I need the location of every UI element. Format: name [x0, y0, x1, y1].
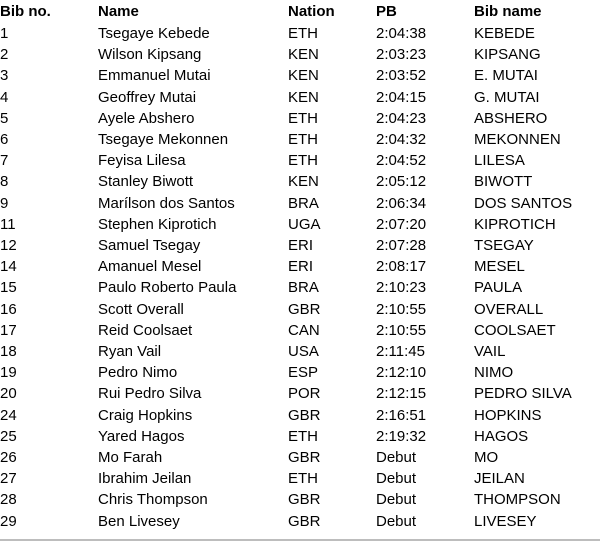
cell-nation: KEN	[288, 173, 319, 191]
cell-nation: GBR	[288, 491, 321, 509]
table-row	[0, 405, 600, 426]
cell-bib: 27	[0, 470, 17, 488]
cell-nation: KEN	[288, 88, 319, 106]
cell-bib-name: JEILAN	[474, 470, 525, 488]
cell-bib: 26	[0, 449, 17, 467]
cell-name: Marílson dos Santos	[98, 194, 235, 212]
cell-nation: USA	[288, 343, 319, 361]
cell-name: Paulo Roberto Paula	[98, 279, 237, 297]
cell-bib: 18	[0, 343, 17, 361]
cell-nation: BRA	[288, 194, 319, 212]
table-row	[0, 362, 600, 383]
cell-bib-name: NIMO	[474, 364, 514, 382]
cell-name: Ben Livesey	[98, 512, 180, 530]
cell-bib-name: PEDRO SILVA	[474, 385, 572, 403]
cell-pb: 2:19:32	[376, 427, 427, 445]
table-row	[0, 299, 600, 320]
cell-bib: 5	[0, 109, 9, 127]
cell-nation: ERI	[288, 237, 314, 255]
cell-name: Reid Coolsaet	[98, 321, 193, 339]
cell-bib: 12	[0, 237, 17, 255]
cell-nation: ERI	[288, 258, 314, 276]
cell-bib-name: ABSHERO	[474, 109, 548, 127]
cell-name: Craig Hopkins	[98, 406, 193, 424]
table-row	[0, 214, 600, 235]
cell-bib-name: MESEL	[474, 258, 525, 276]
cell-bib: 16	[0, 300, 17, 318]
cell-nation: ETH	[288, 109, 318, 127]
cell-pb: 2:08:17	[376, 258, 427, 276]
cell-nation: ESP	[288, 364, 319, 382]
table-row	[0, 447, 600, 468]
cell-nation: POR	[288, 385, 321, 403]
roster-body	[0, 23, 600, 532]
cell-bib-name: MEKONNEN	[474, 131, 561, 149]
cell-name: Geoffrey Mutai	[98, 88, 197, 106]
cell-name: Pedro Nimo	[98, 364, 178, 382]
cell-pb: 2:07:28	[376, 237, 427, 255]
cell-nation: KEN	[288, 46, 319, 64]
table-row	[0, 341, 600, 362]
cell-bib: 28	[0, 491, 17, 509]
cell-name: Ibrahim Jeilan	[98, 470, 192, 488]
table-row	[0, 511, 600, 532]
cell-pb: 2:04:38	[376, 25, 427, 42]
cell-pb: 2:06:34	[376, 194, 427, 212]
header-nation: Nation	[288, 3, 335, 20]
cell-nation: ETH	[288, 131, 318, 149]
cell-nation: ETH	[288, 152, 318, 170]
cell-name: Tsegaye Mekonnen	[98, 131, 229, 149]
cell-name: Emmanuel Mutai	[98, 67, 211, 85]
cell-bib: 24	[0, 406, 17, 424]
table-row	[0, 129, 600, 150]
cell-bib: 3	[0, 67, 9, 85]
table-row	[0, 193, 600, 214]
cell-pb: Debut	[376, 449, 417, 467]
table-row	[0, 489, 600, 510]
cell-pb: 2:04:15	[376, 88, 427, 106]
cell-bib: 9	[0, 194, 9, 212]
cell-bib-name: HOPKINS	[474, 406, 542, 424]
cell-name: Mo Farah	[98, 449, 163, 467]
cell-pb: Debut	[376, 512, 417, 530]
cell-bib-name: KEBEDE	[474, 25, 535, 42]
cell-bib-name: MO	[474, 449, 499, 467]
cell-bib-name: PAULA	[474, 279, 523, 297]
cell-bib: 17	[0, 321, 17, 339]
cell-name: Stephen Kiprotich	[98, 215, 217, 233]
cell-bib: 15	[0, 279, 17, 297]
table-row	[0, 171, 600, 192]
cell-bib-name: LILESA	[474, 152, 525, 170]
cell-name: Ryan Vail	[98, 343, 162, 361]
cell-pb: 2:10:23	[376, 279, 427, 297]
cell-name: Chris Thompson	[98, 491, 208, 509]
table-row	[0, 235, 600, 256]
cell-nation: GBR	[288, 300, 321, 318]
cell-pb: 2:11:45	[376, 343, 425, 361]
cell-bib: 20	[0, 385, 17, 403]
cell-bib: 8	[0, 173, 9, 191]
cell-pb: 2:10:55	[376, 321, 427, 339]
cell-name: Tsegaye Kebede	[98, 25, 210, 42]
cell-bib-name: OVERALL	[474, 300, 544, 318]
cell-bib: 7	[0, 152, 9, 170]
header-bib-name: Bib name	[474, 3, 542, 20]
cell-pb: 2:04:52	[376, 152, 427, 170]
header-row	[0, 1, 600, 23]
cell-nation: UGA	[288, 215, 321, 233]
cell-name: Stanley Biwott	[98, 173, 194, 191]
header-name: Name	[98, 3, 139, 20]
cell-bib-name: E. MUTAI	[474, 67, 538, 85]
table-row	[0, 23, 600, 44]
table-row	[0, 277, 600, 298]
cell-bib-name: HAGOS	[474, 427, 529, 445]
cell-bib: 29	[0, 512, 17, 530]
cell-nation: CAN	[288, 321, 320, 339]
cell-bib-name: KIPROTICH	[474, 215, 556, 233]
header-pb: PB	[376, 3, 397, 20]
table-row	[0, 87, 600, 108]
cell-pb: 2:12:15	[376, 385, 427, 403]
cell-pb: 2:04:23	[376, 109, 427, 127]
table-row	[0, 426, 600, 447]
cell-nation: GBR	[288, 512, 321, 530]
table-row	[0, 65, 600, 86]
cell-nation: GBR	[288, 449, 321, 467]
cell-nation: ETH	[288, 470, 318, 488]
cell-pb: 2:07:20	[376, 215, 427, 233]
cell-name: Feyisa Lilesa	[98, 152, 186, 170]
cell-bib-name: DOS SANTOS	[474, 194, 573, 212]
cell-bib: 6	[0, 131, 9, 149]
cell-name: Rui Pedro Silva	[98, 385, 202, 403]
cell-name: Scott Overall	[98, 300, 184, 318]
cell-nation: GBR	[288, 406, 321, 424]
table-row	[0, 383, 600, 404]
cell-bib-name: THOMPSON	[474, 491, 561, 509]
cell-bib: 1	[0, 25, 9, 42]
cell-bib-name: BIWOTT	[474, 173, 533, 191]
cell-pb: 2:12:10	[376, 364, 427, 382]
cell-nation: BRA	[288, 279, 319, 297]
cell-pb: Debut	[376, 470, 417, 488]
cell-pb: 2:03:52	[376, 67, 427, 85]
table-row	[0, 108, 600, 129]
cell-name: Yared Hagos	[98, 427, 185, 445]
header-bib: Bib no.	[0, 3, 51, 20]
cell-pb: 2:05:12	[376, 173, 427, 191]
cell-pb: 2:16:51	[376, 406, 427, 424]
table-row	[0, 468, 600, 489]
table-row	[0, 320, 600, 341]
cell-nation: ETH	[288, 427, 318, 445]
cell-bib-name: KIPSANG	[474, 46, 541, 64]
cell-pb: Debut	[376, 491, 417, 509]
cell-bib: 19	[0, 364, 17, 382]
cell-name: Samuel Tsegay	[98, 237, 201, 255]
cell-pb: 2:04:32	[376, 131, 427, 149]
cell-nation: ETH	[288, 25, 318, 42]
table-row	[0, 256, 600, 277]
cell-bib: 11	[0, 215, 16, 233]
table-row	[0, 44, 600, 65]
cell-bib-name: TSEGAY	[474, 237, 534, 255]
cell-pb: 2:03:23	[376, 46, 427, 64]
cell-bib-name: G. MUTAI	[474, 88, 540, 106]
cell-nation: KEN	[288, 67, 319, 85]
cell-bib-name: LIVESEY	[474, 512, 537, 530]
cell-name: Amanuel Mesel	[98, 258, 202, 276]
cell-bib-name: COOLSAET	[474, 321, 556, 339]
cell-name: Wilson Kipsang	[98, 46, 202, 64]
cell-bib: 14	[0, 258, 17, 276]
cell-pb: 2:10:55	[376, 300, 427, 318]
cell-bib-name: VAIL	[474, 343, 506, 361]
table-row	[0, 150, 600, 171]
roster-table	[0, 1, 600, 532]
cell-bib: 4	[0, 88, 9, 106]
cell-bib: 25	[0, 427, 17, 445]
cell-name: Ayele Abshero	[98, 109, 195, 127]
cell-bib: 2	[0, 46, 9, 64]
